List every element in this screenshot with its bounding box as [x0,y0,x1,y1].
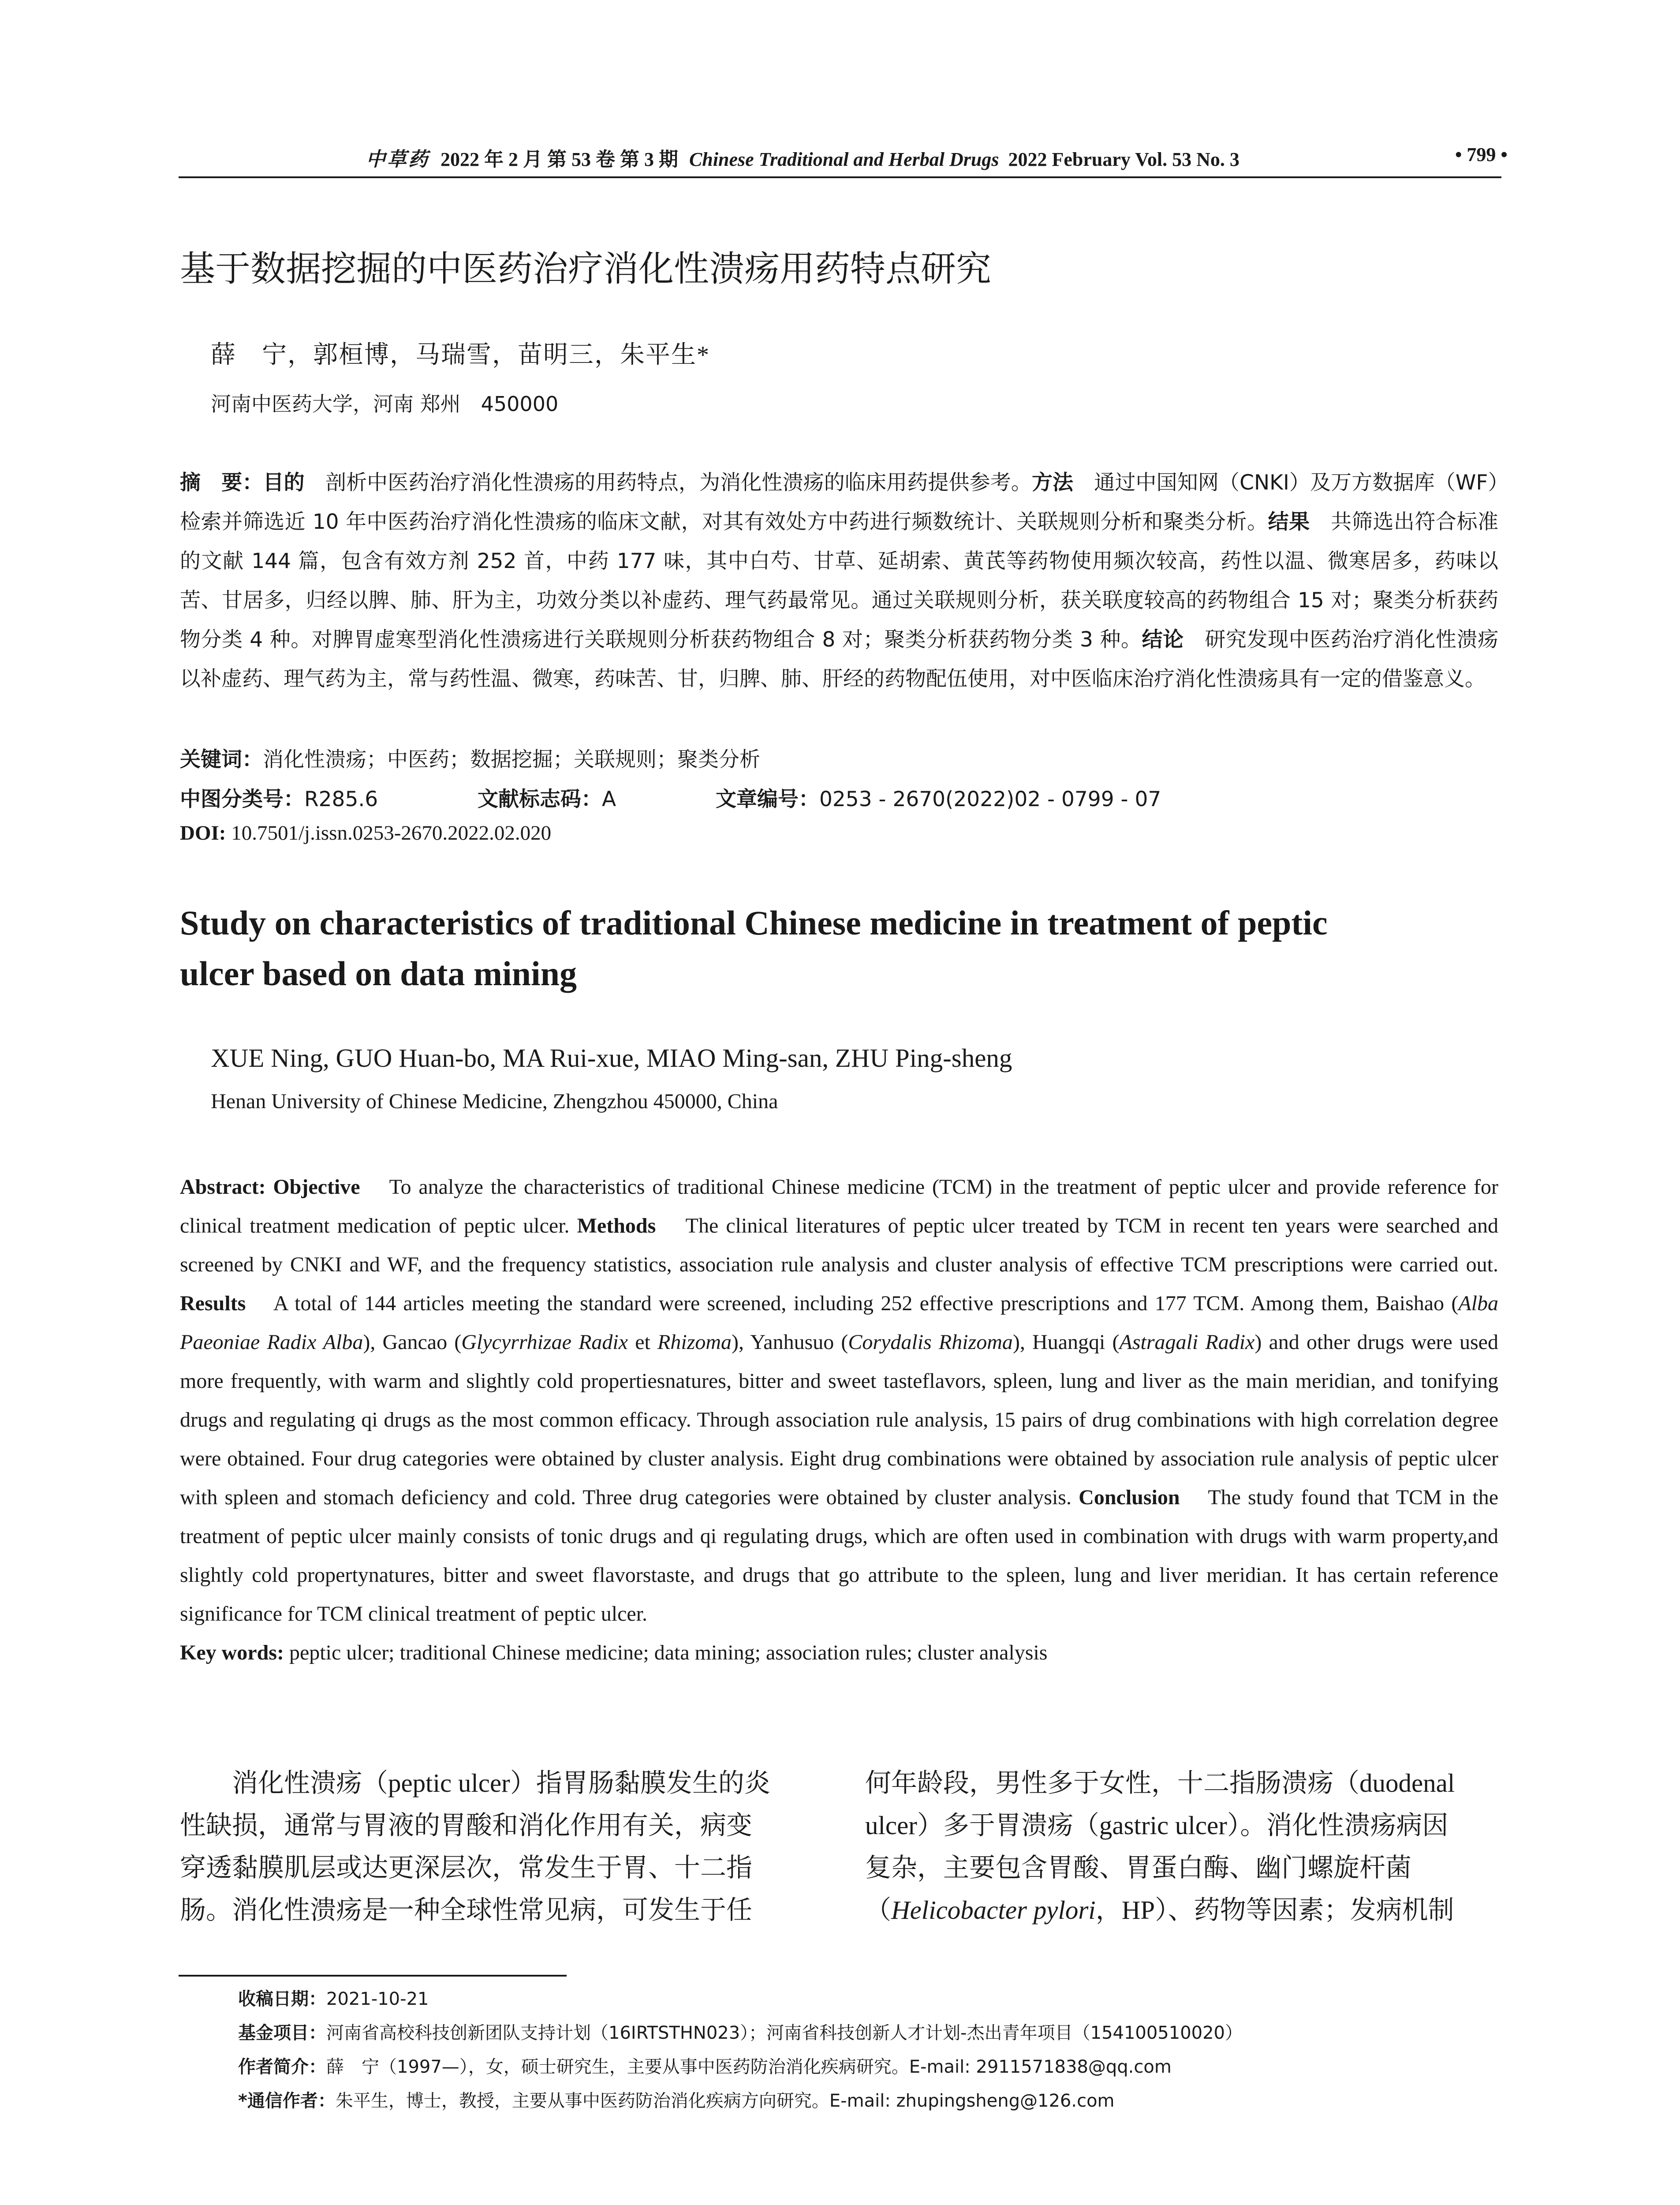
footnote-author-bio [238,2050,1499,2084]
abstract-en-results-d: ), Yanhusuo ( [732,1330,848,1354]
abstract-cn-methods: 通过中国知网（CNKI）及万方数据库（WF）检索并筛选近 10 年中医药治疗消化性溃疡的临床文献，对其有效处方中药进行频数统计、关联规则分析和聚类分析。 [180,471,1499,534]
article-label: 文章编号： [716,787,819,811]
title-cn: 基于数据挖掘的中医药治疗消化性溃疡用药特点研究 [180,248,991,289]
abstract-cn-objective-label: 目的 [263,471,305,495]
clc-value: R285.6 [304,787,378,811]
body-line: 消化性溃疡（peptic ulcer）指胃肠黏膜发生的炎 [180,1768,770,1798]
latin-name-yanhusuo: Corydalis Rhizoma [848,1330,1013,1354]
page-number: • 799 • [1455,144,1508,165]
body-line: 肠。消化性溃疡是一种全球性常见病，可发生于任 [180,1895,753,1925]
affiliation-en: Henan University of Chinese Medicine, Zhengzhou 450000, China [211,1090,778,1113]
abstract-en-results-f: ) and other drugs were used more frequently, with warm and slightly cold propertiesnatures, bitter and sweet tasteflavors, spleen, lung and liver as the main meridian, and tonifying drugs and regulating qi drugs as the most common efficacy. Through association rule analysis, 15 pairs of drug combinations with high correlation degree were obtained. Four drug categories were obtained by cluster analysis. Eight drug combinations were obtained by association rule analysis of peptic ulcer with spleen and stomach deficiency and cold. Three drug categories were obtained by cluster analysis. [180,1330,1498,1509]
running-header [0,143,1680,174]
issue-en: 2022 February Vol. 53 No. 3 [1008,149,1239,170]
doi-label: DOI: [180,822,226,845]
affiliation-cn: 河南中医药大学，河南 郑州 450000 [211,392,559,416]
body-right-column [865,1762,1502,1931]
title-en-line2: ulcer based on data mining [180,954,577,993]
abstract-en-results-a: A total of 144 articles meeting the standard were screened, including 252 effective prescriptions and 177 TCM. Among them, Baishao ( [273,1292,1459,1315]
abstract-en-methods: The clinical literatures of peptic ulcer treated by TCM in recent ten years were searched and screened by CNKI and WF, and the frequency statistics, association rule analysis and cluster analysis of effective TCM prescriptions were carried out. [180,1214,1499,1276]
doc-label: 文献标志码： [478,787,602,811]
footnote-fund [238,2016,1499,2050]
article-value: 0253 - 2670(2022)02 - 0799 - 07 [819,787,1161,811]
abstract-cn-objective: 剖析中医药治疗消化性溃疡的用药特点，为消化性溃疡的临床用药提供参考。 [304,471,1032,495]
bio-label: 作者简介： [238,2057,326,2077]
abstract-en-results-e: ), Huangqi ( [1012,1330,1120,1354]
body-line: 复杂，主要包含胃酸、胃蛋白酶、幽门螺旋杆菌 [865,1853,1412,1882]
abstract-en-objective: To analyze the characteristics of traditional Chinese medicine (TCM) in the treatment of peptic ulcer and provide reference for clinical treatment medication of peptic ulcer. [180,1175,1498,1237]
footnotes [238,1982,1499,2118]
header-center [366,143,1358,172]
corr-text: 朱平生，博士，教授，主要从事中医药防治消化疾病方向研究。E-mail: zhupingsheng@126.com [335,2091,1115,2111]
abstract-en-results-b: ), Gancao ( [363,1330,462,1354]
latin-name-huangqi: Astragali Radix [1119,1330,1255,1354]
keywords-cn-text: 消化性溃疡；中医药；数据挖掘；关联规则；聚类分析 [263,747,760,772]
body-left-column [180,1762,817,1931]
bio-text: 薛 宁（1997—），女，硕士研究生，主要从事中医药防治消化疾病研究。E-mail: 2911571838@qq.com [326,2057,1172,2077]
keywords-en-text: peptic ulcer; traditional Chinese medicine; data mining; association rules; cluster analysis [289,1641,1048,1664]
doc-value: A [602,787,616,811]
abstract-en-results-label: Results [180,1292,246,1315]
abstract-en-conclusion-label: Conclusion [1079,1486,1180,1509]
doc-code [478,783,616,812]
abstract-en-conclusion: The study found that TCM in the treatment of peptic ulcer mainly consists of tonic drugs and qi regulating drugs, which are often used in combination with drugs with warm property,and slightly cold propertynatures, bitter and sweet flavorstaste, and drugs that go attribute to the spleen, lung and liver meridian. It has certain reference significance for TCM clinical treatment of peptic ulcer. [180,1486,1499,1626]
received-date: 2021-10-21 [326,1989,429,2009]
abstract-en-label: Abstract: [180,1175,266,1199]
abstract-en-results-c: et [628,1330,658,1354]
body-line: 穿透黏膜肌层或达更深层次，常发生于胃、十二指 [180,1853,753,1882]
fund-label: 基金项目： [238,2023,326,2043]
abstract-cn-label: 摘 要： [180,471,263,495]
abstract-cn-results: 共筛选出符合标准的文献 144 篇，包含有效方剂 252 首，中药 177 味，其中白芍、甘草、延胡索、黄芪等药物使用频次较高，药性以温、微寒居多，药味以苦、甘居多，归经以脾、肺、肝为主，功效分类以补虚药、理气药最常见。通过关联规则分析，获关联度较高的药物组合 15 对；聚类分析获药物分类 4 种。对脾胃虚寒型消化性溃疡进行关联规则分析获药物组合 8 对；聚类分析获药物分类 3 种。 [180,510,1499,652]
body-line: ulcer）多于胃溃疡（gastric ulcer）。消化性溃疡病因 [865,1811,1449,1840]
issue-cn: 2022 年 2 月 第 53 卷 第 3 期 [441,149,678,170]
keywords-en-label: Key words: [180,1641,284,1664]
journal-name-cn: 中草药 [366,148,429,171]
footnote-received [238,1982,1499,2016]
latin-name-gancao-2: Rhizoma [657,1330,732,1354]
keywords-cn [180,743,760,773]
footnote-corresponding [238,2084,1499,2118]
abstract-cn-conclusion: 研究发现中医药治疗消化性溃疡以补虚药、理气药为主，常与药性温、微寒，药味苦、甘，归脾、肺、肝经的药物配伍使用，对中医临床治疗消化性溃疡具有一定的借鉴意义。 [180,628,1498,691]
fund-text: 河南省高校科技创新团队支持计划（16IRTSTHN023）；河南省科技创新人才计划-杰出青年项目（154100510020） [326,2023,1243,2043]
clc-code [180,783,378,812]
header-rule [179,176,1501,178]
abstract-cn-methods-label: 方法 [1031,471,1074,495]
doi-value: 10.7501/j.issn.0253-2670.2022.02.020 [231,822,552,845]
clc-label: 中图分类号： [180,787,304,811]
title-en [180,897,1328,999]
corr-label: *通信作者： [238,2091,336,2111]
abstract-en-objective-label: Objective [273,1175,360,1199]
body-line [865,1889,1502,1931]
latin-name-gancao: Glycyrrhizae Radix [461,1330,628,1354]
doi [180,821,551,845]
abstract-cn-conclusion-label: 结论 [1142,628,1184,652]
latin-name-baishao: Alba Paeoniae Radix Alba [180,1292,1498,1354]
article-number [716,783,1161,812]
abstract-cn [180,463,1498,699]
footnote-rule [179,1975,567,1977]
title-en-line1: Study on characteristics of traditional Chinese medicine in treatment of peptic [180,904,1328,942]
abstract-en [180,1168,1498,1672]
body-line: 何年龄段，男性多于女性，十二指肠溃疡（duodenal [865,1768,1455,1798]
body-line: 性缺损，通常与胃液的胃酸和消化作用有关，病变 [180,1811,753,1840]
classification-row [180,783,1498,809]
authors-cn: 薛 宁，郭桓博，马瑞雪，苗明三，朱平生* [211,341,710,369]
keywords-en [180,1633,1498,1672]
abstract-cn-results-label: 结果 [1268,510,1310,534]
journal-name-en: Chinese Traditional and Herbal Drugs [689,149,999,170]
species-name: Helicobacter pylori [891,1895,1096,1925]
keywords-cn-label: 关键词： [180,747,263,772]
authors-en: XUE Ning, GUO Huan-bo, MA Rui-xue, MIAO Ming-san, ZHU Ping-sheng [211,1043,1012,1073]
abstract-en-methods-label: Methods [577,1214,656,1237]
body-text: （ [865,1895,892,1925]
body-text: ，HP）、药物等因素；发病机制 [1095,1895,1454,1925]
received-label: 收稿日期： [238,1989,326,2009]
